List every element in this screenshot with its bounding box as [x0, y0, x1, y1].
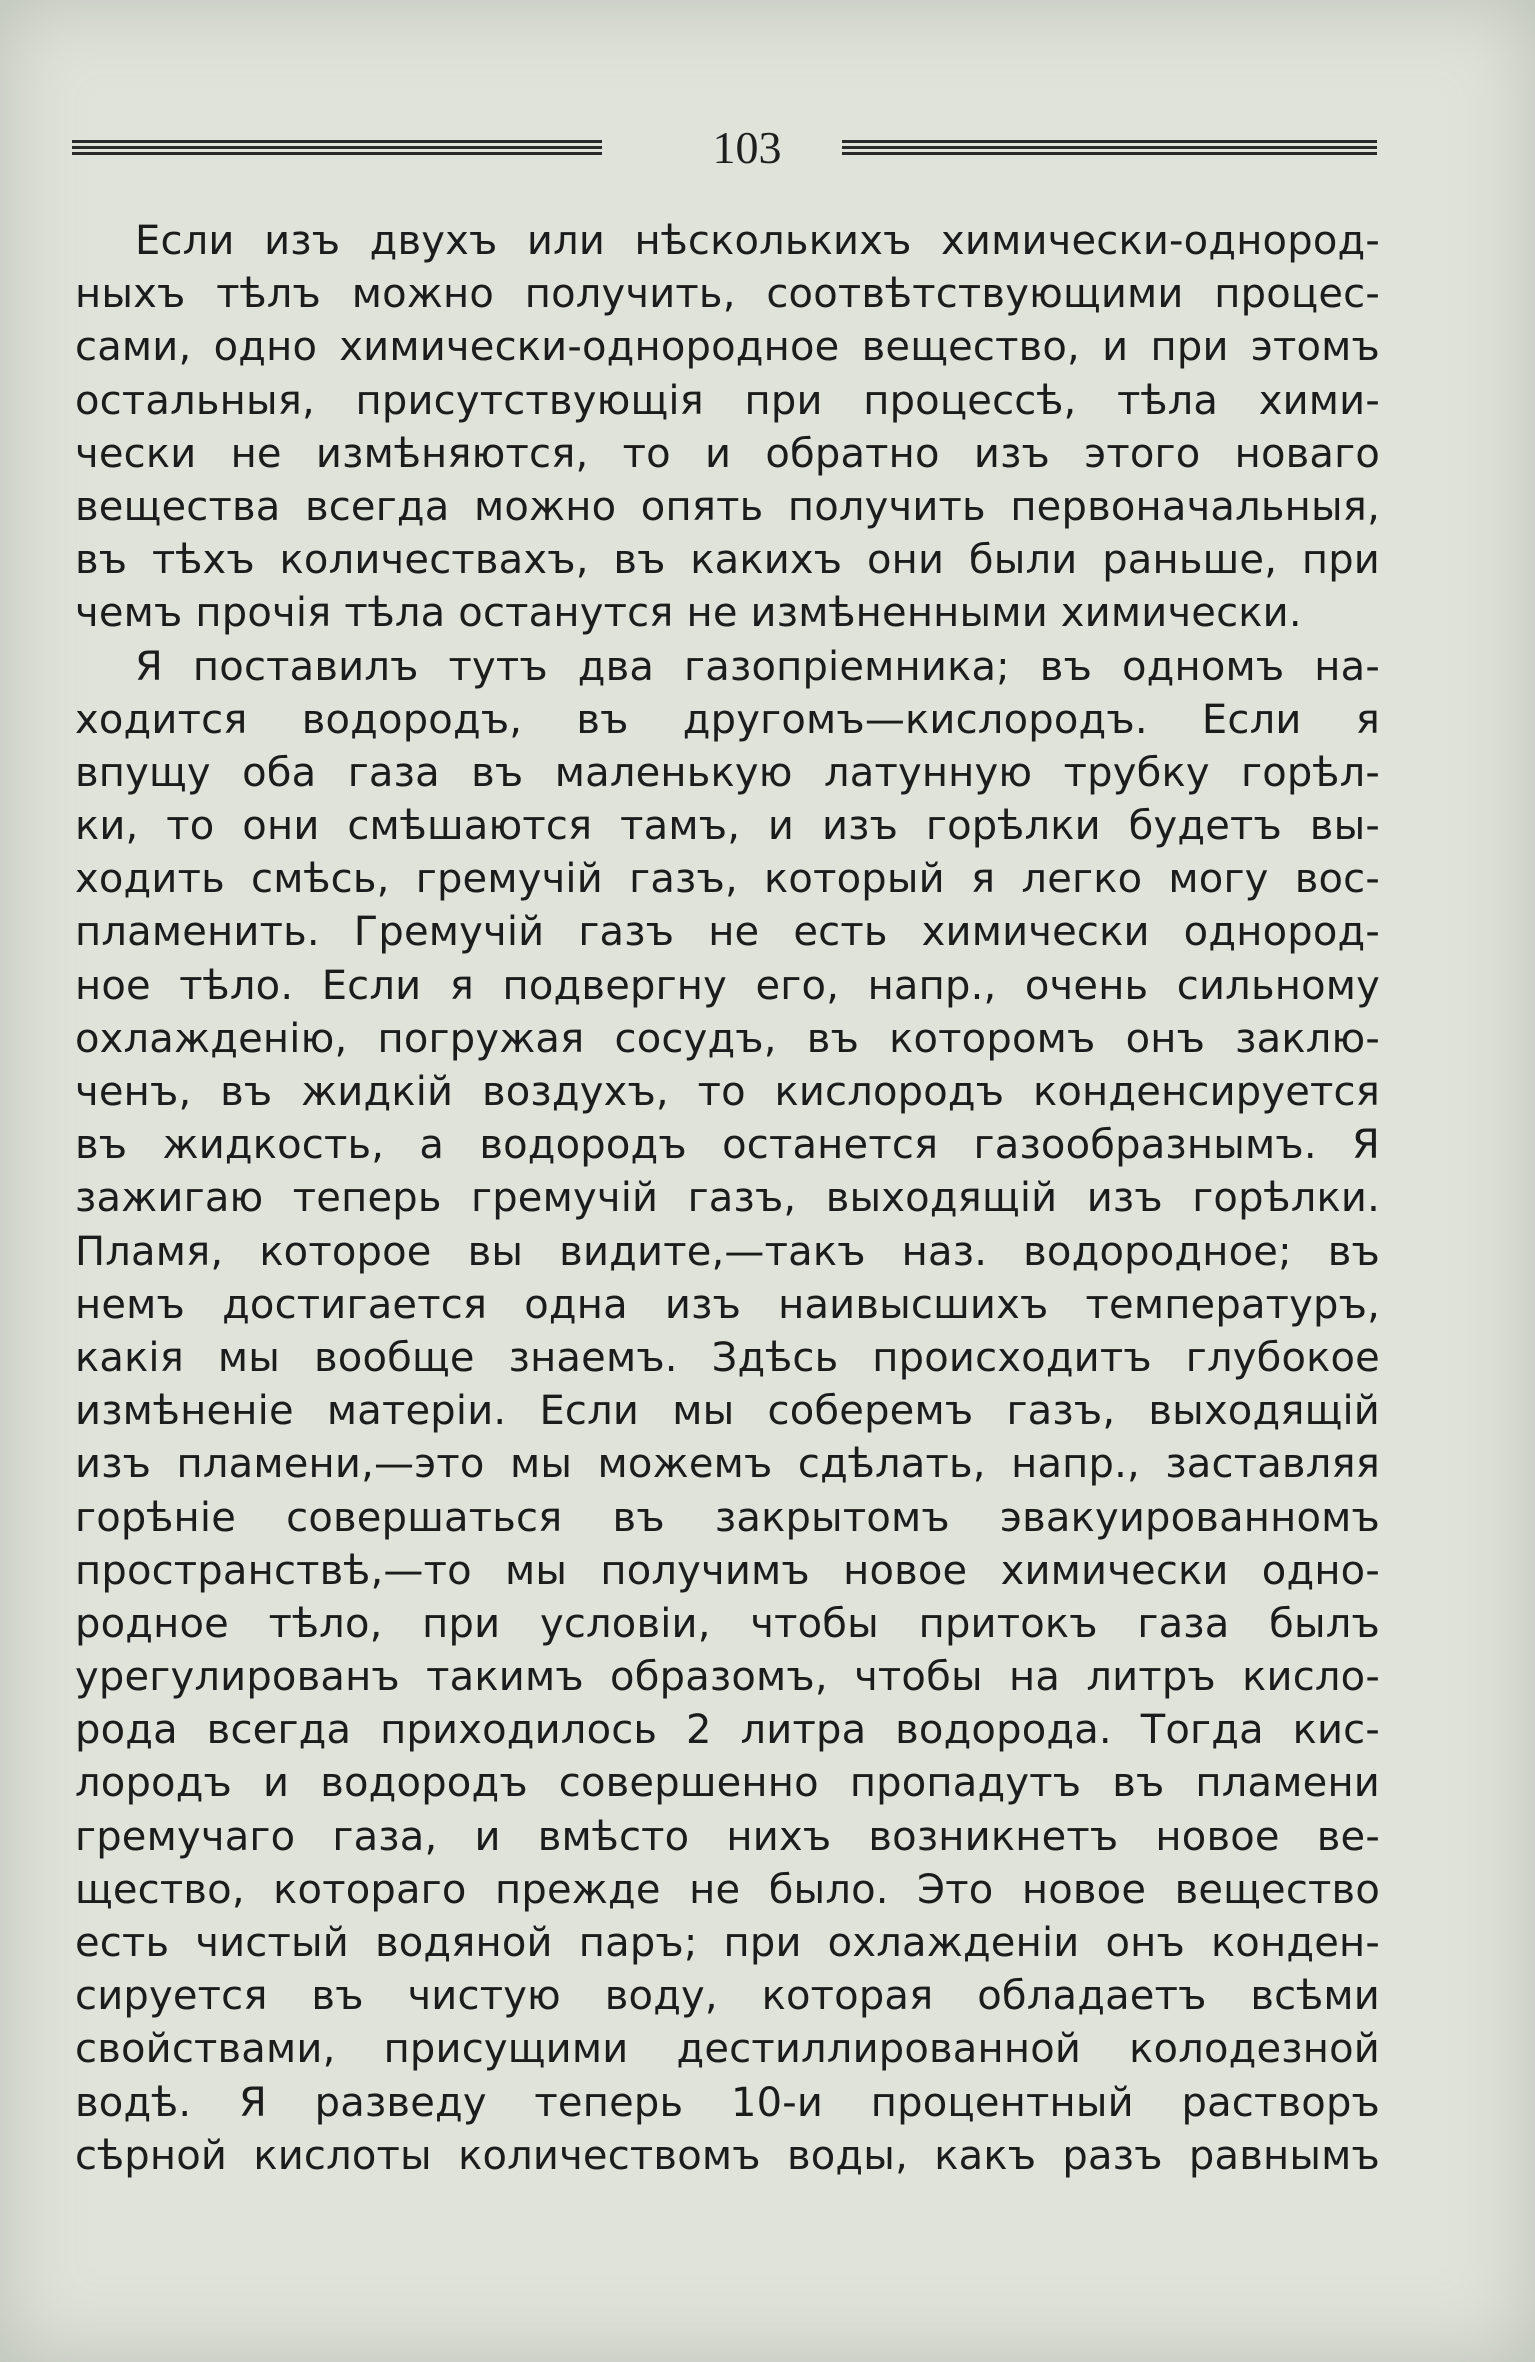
text-line: пространствѣ,—то мы получимъ новое химически одно- — [75, 1547, 1380, 1594]
text-line: гремучаго газа, и вмѣсто нихъ возникнетъ новое ве- — [75, 1813, 1380, 1860]
text-line: лородъ и водородъ совершенно пропадутъ въ пламени — [75, 1760, 1380, 1807]
body-text — [75, 215, 1380, 2183]
text-line: ченъ, въ жидкій воздухъ, то кислородъ конденсируется — [75, 1069, 1380, 1115]
text-line: сируется въ чистую воду, которая обладаетъ всѣми — [75, 1973, 1380, 2020]
text-line: Если изъ двухъ или нѣсколькихъ химически-однород- — [135, 218, 1380, 264]
text-line: какія мы вообще знаемъ. Здѣсь происходитъ глубокое — [75, 1334, 1380, 1381]
text-line: впущу оба газа въ маленькую латунную трубку горѣл- — [75, 749, 1380, 796]
text-line: изъ пламени,—это мы можемъ сдѣлать, напр., заставляя — [75, 1441, 1380, 1488]
header-rule-right — [842, 140, 1377, 156]
text-line: урегулированъ такимъ образомъ, чтобы на литръ кисло- — [75, 1654, 1380, 1701]
text-line: чески не измѣняются, то и обратно изъ этого новаго — [75, 430, 1380, 477]
text-line: сами, одно химически-однородное вещество, и при этомъ — [75, 324, 1380, 371]
text-line: вещества всегда можно опять получить первоначальныя, — [75, 483, 1380, 530]
text-line: Пламя, которое вы видите,—такъ наз. водородное; въ — [75, 1228, 1380, 1275]
text-line: зажигаю теперь гремучій газъ, выходящій изъ горѣлки. — [75, 1175, 1380, 1222]
text-line: родное тѣло, при условіи, чтобы притокъ газа былъ — [75, 1600, 1380, 1647]
text-line: сѣрной кислоты количествомъ воды, какъ разъ равнымъ — [75, 2132, 1380, 2179]
text-line: рода всегда приходилось 2 литра водорода. Тогда кис- — [75, 1707, 1380, 1754]
text-line: охлажденію, погружая сосудъ, въ которомъ онъ заклю- — [75, 1015, 1380, 1062]
text-line: пламенить. Гремучій газъ не есть химически однород- — [75, 909, 1380, 956]
text-line: ходится водородъ, въ другомъ—кислородъ. Если я — [75, 696, 1380, 743]
text-line: ходить смѣсь, гремучій газъ, который я легко могу вос- — [75, 856, 1380, 903]
text-line: свойствами, присущими дестиллированной колодезной — [75, 2026, 1380, 2073]
page-header — [72, 118, 1377, 178]
text-line: горѣніе совершаться въ закрытомъ эвакуированномъ — [75, 1494, 1380, 1541]
text-line: немъ достигается одна изъ наивысшихъ температуръ, — [75, 1281, 1380, 1328]
text-line: ки, то они смѣшаются тамъ, и изъ горѣлки будетъ вы- — [75, 803, 1380, 850]
text-line: ныхъ тѣлъ можно получить, соотвѣтствующими процес- — [75, 271, 1380, 318]
text-line: въ тѣхъ количествахъ, въ какихъ они были раньше, при — [75, 537, 1380, 584]
text-line: водѣ. Я разведу теперь 10-и процентный растворъ — [75, 2079, 1380, 2126]
text-line: въ жидкость, а водородъ останется газообразнымъ. Я — [75, 1122, 1380, 1169]
text-line: остальныя, присутствующія при процессѣ, тѣла хими- — [75, 377, 1380, 424]
text-line: есть чистый водяной паръ; при охлажденіи онъ конден- — [75, 1920, 1380, 1966]
header-rule-left — [72, 140, 602, 156]
text-line: ное тѣло. Если я подвергну его, напр., очень сильному — [75, 962, 1380, 1009]
text-line: щество, котораго прежде не было. Это новое вещество — [75, 1866, 1380, 1913]
text-line: Я поставилъ тутъ два газопріемника; въ одномъ на- — [135, 643, 1380, 690]
text-line: измѣненіе матеріи. Если мы соберемъ газъ, выходящій — [75, 1388, 1380, 1435]
page-number: 103 — [712, 122, 782, 173]
text-line: чемъ прочія тѣла останутся не измѣненными химически. — [75, 590, 1302, 637]
